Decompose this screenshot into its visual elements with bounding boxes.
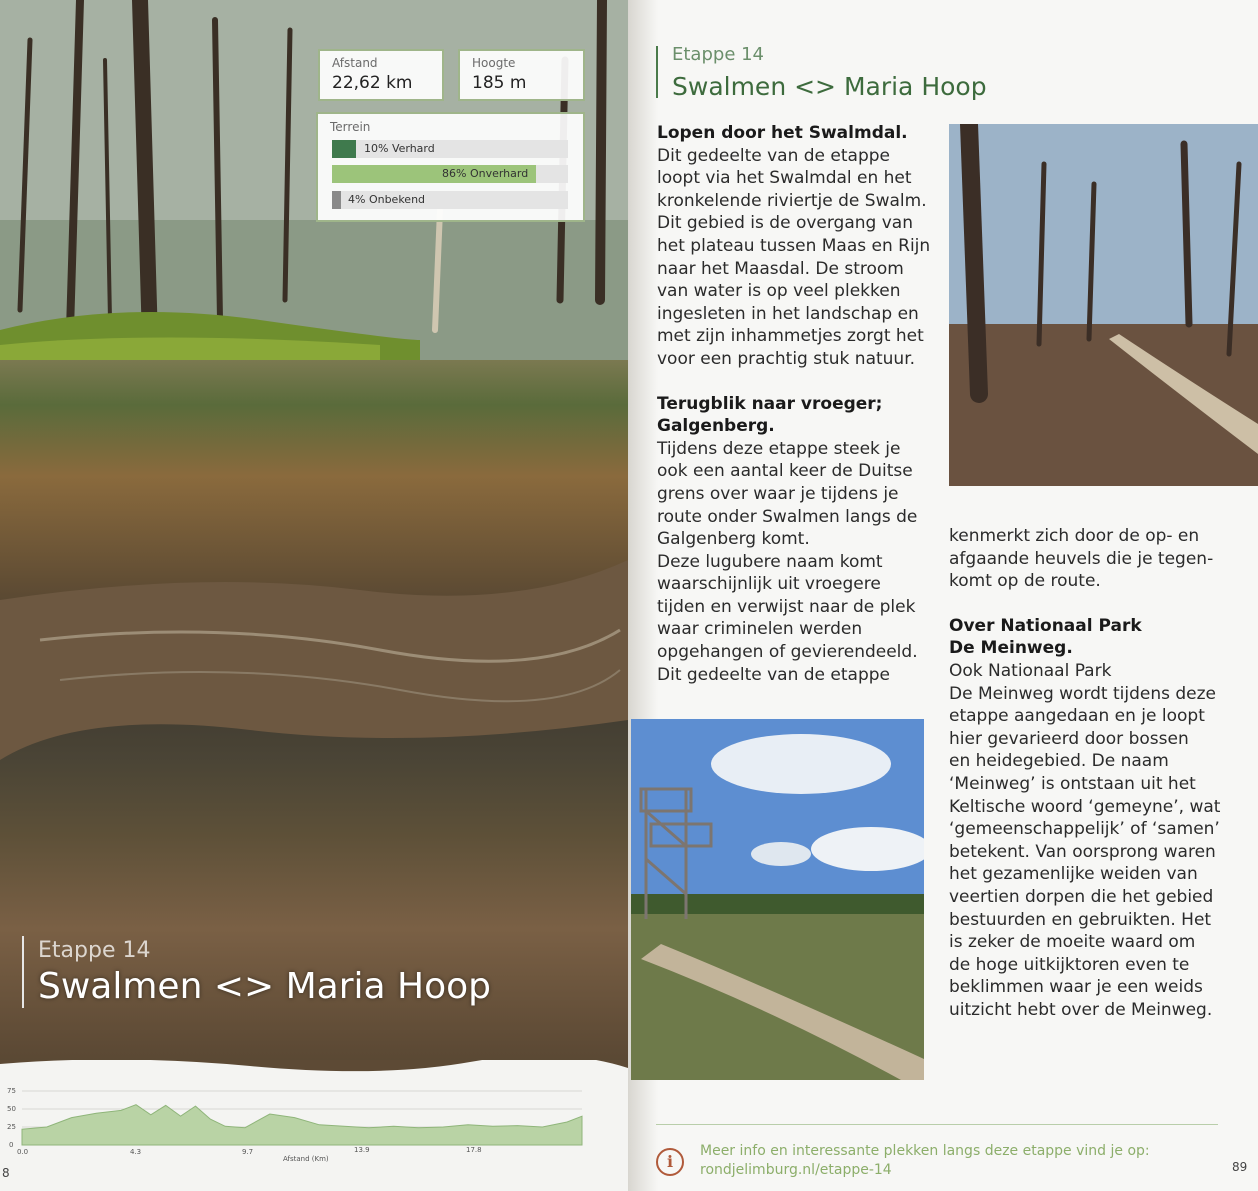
lookout-tower-photo	[631, 719, 924, 1080]
text-line: route onder Swalmen langs de	[657, 506, 918, 527]
y-tick-50: 50	[7, 1105, 16, 1113]
forest-path-photo	[949, 124, 1258, 486]
text-line: kronkelende riviertje de Swalm.	[657, 190, 927, 211]
text-line: loopt via het Swalmdal en het	[657, 168, 912, 189]
height-box	[458, 49, 585, 101]
left-page-number: 8	[2, 1166, 10, 1180]
terrain-fill-paved	[332, 140, 356, 158]
text-line: en heidegebied. De naam	[949, 751, 1169, 772]
left-page-title: Swalmen <> Maria Hoop	[38, 966, 492, 1007]
x-axis-label: Afstand (Km)	[283, 1155, 329, 1163]
terrain-text-unknown: 4% Onbekend	[348, 193, 426, 206]
terrain-row-paved	[332, 140, 568, 158]
text-line: met zijn inhammetjes zorgt het	[657, 326, 924, 347]
text-line: Galgenberg komt.	[657, 529, 810, 550]
text-line: voor een prachtig stuk natuur.	[657, 348, 916, 369]
footer-line-1: Meer info en interessante plekken langs deze etappe vind je op:	[700, 1143, 1150, 1159]
left-page	[0, 0, 628, 1191]
text-line: komt op de route.	[949, 571, 1101, 592]
height-value: 185 m	[472, 73, 527, 93]
y-tick-0: 0	[9, 1141, 14, 1149]
text-column-1	[657, 122, 937, 686]
text-column-2	[949, 525, 1229, 1021]
heading-swalmdal: Lopen door het Swalmdal.	[657, 123, 908, 143]
footer-link[interactable]: rondjelimburg.nl/etappe-14	[700, 1162, 892, 1178]
terrain-box	[316, 112, 585, 222]
heading-galgenberg: Terugblik naar vroeger;	[657, 393, 883, 414]
heading-meinweg-2: De Meinweg.	[949, 638, 1073, 659]
x-tick-0: 0.0	[17, 1148, 29, 1156]
y-tick-75: 75	[7, 1087, 16, 1095]
text-line: etappe aangedaan en je loopt	[949, 706, 1205, 727]
text-line: waar criminelen werden	[657, 619, 863, 640]
text-line: Ook Nationaal Park	[949, 660, 1112, 681]
text-line: Dit gebied is de overgang van	[657, 213, 913, 234]
left-etappe-label: Etappe 14	[38, 938, 151, 963]
right-page-number: 89	[1232, 1160, 1248, 1174]
distance-label: Afstand	[332, 56, 378, 70]
elevation-profile	[0, 1060, 628, 1191]
x-tick-13: 13.9	[354, 1146, 370, 1154]
terrain-text-unpaved: 86% Onverhard	[442, 167, 529, 180]
text-line: ook een aantal keer de Duitse	[657, 461, 913, 482]
text-line: ‘Meinweg’ is ontstaan uit het	[949, 773, 1196, 794]
text-line: Tijdens deze etappe steek je	[657, 438, 901, 459]
text-line: ingesleten in het landschap en	[657, 303, 919, 324]
text-line: grens over waar je tijdens je	[657, 483, 899, 504]
text-line: opgehangen of gevierendeeld.	[657, 642, 918, 663]
heading-galgenberg-2: Galgenberg.	[657, 416, 775, 437]
text-line: afgaande heuvels die je tegen-	[949, 548, 1214, 569]
right-page-title: Swalmen <> Maria Hoop	[672, 72, 987, 101]
text-line: kenmerkt zich door de op- en	[949, 526, 1200, 546]
text-line: Dit gedeelte van de etappe	[657, 145, 890, 166]
terrain-text-paved: 10% Verhard	[364, 142, 435, 155]
text-line: het gezamenlijke weiden van	[949, 864, 1198, 885]
x-tick-4: 4.3	[130, 1148, 142, 1156]
text-line: het plateau tussen Maas en Rijn	[657, 235, 931, 256]
text-line: Deze lugubere naam komt	[657, 551, 883, 572]
text-line: is zeker de moeite waard om	[949, 932, 1196, 953]
right-title-bar	[656, 46, 658, 98]
elevation-chart	[0, 1060, 628, 1191]
height-label: Hoogte	[472, 56, 516, 70]
distance-value: 22,62 km	[332, 73, 413, 93]
elevation-area	[22, 1105, 582, 1145]
heading-meinweg: Over Nationaal Park	[949, 615, 1142, 636]
text-line: veertien dorpen die het gebied	[949, 886, 1214, 907]
terrain-label: Terrein	[330, 120, 371, 134]
text-line: naar het Maasdal. De stroom	[657, 258, 904, 279]
text-line: beklimmen waar je een weids	[949, 977, 1203, 998]
x-tick-17: 17.8	[466, 1146, 482, 1154]
terrain-row-unknown	[332, 191, 568, 209]
stream-photo	[0, 560, 628, 780]
text-line: betekent. Van oorsprong waren	[949, 841, 1216, 862]
text-line: Dit gedeelte van de etappe	[657, 664, 890, 685]
text-line: tijden en verwijst naar de plek	[657, 596, 916, 617]
text-line: hier gevarieerd door bossen	[949, 728, 1189, 749]
text-line: ‘gemeenschappelijk’ of ‘samen’	[949, 819, 1220, 840]
info-icon: i	[656, 1148, 684, 1176]
text-line: de hoge uitkijktoren even te	[949, 954, 1190, 975]
text-line: Keltische woord ‘gemeyne’, wat	[949, 796, 1221, 817]
terrain-fill-unknown	[332, 191, 341, 209]
text-line: van water is op veel plekken	[657, 281, 901, 302]
text-line: De Meinweg wordt tijdens deze	[949, 683, 1217, 704]
terrain-row-unpaved	[332, 165, 568, 183]
y-tick-25: 25	[7, 1123, 16, 1131]
x-tick-9: 9.7	[242, 1148, 254, 1156]
left-title-bar	[22, 936, 24, 1008]
footer-divider	[656, 1124, 1218, 1125]
distance-box	[318, 49, 444, 101]
text-line: waarschijnlijk uit vroegere	[657, 574, 881, 595]
footer-info	[700, 1142, 1150, 1180]
text-line: uitzicht hebt over de Meinweg.	[949, 999, 1213, 1020]
text-line: bestuurden en gebruikten. Het	[949, 909, 1212, 930]
right-etappe-label: Etappe 14	[672, 44, 765, 65]
